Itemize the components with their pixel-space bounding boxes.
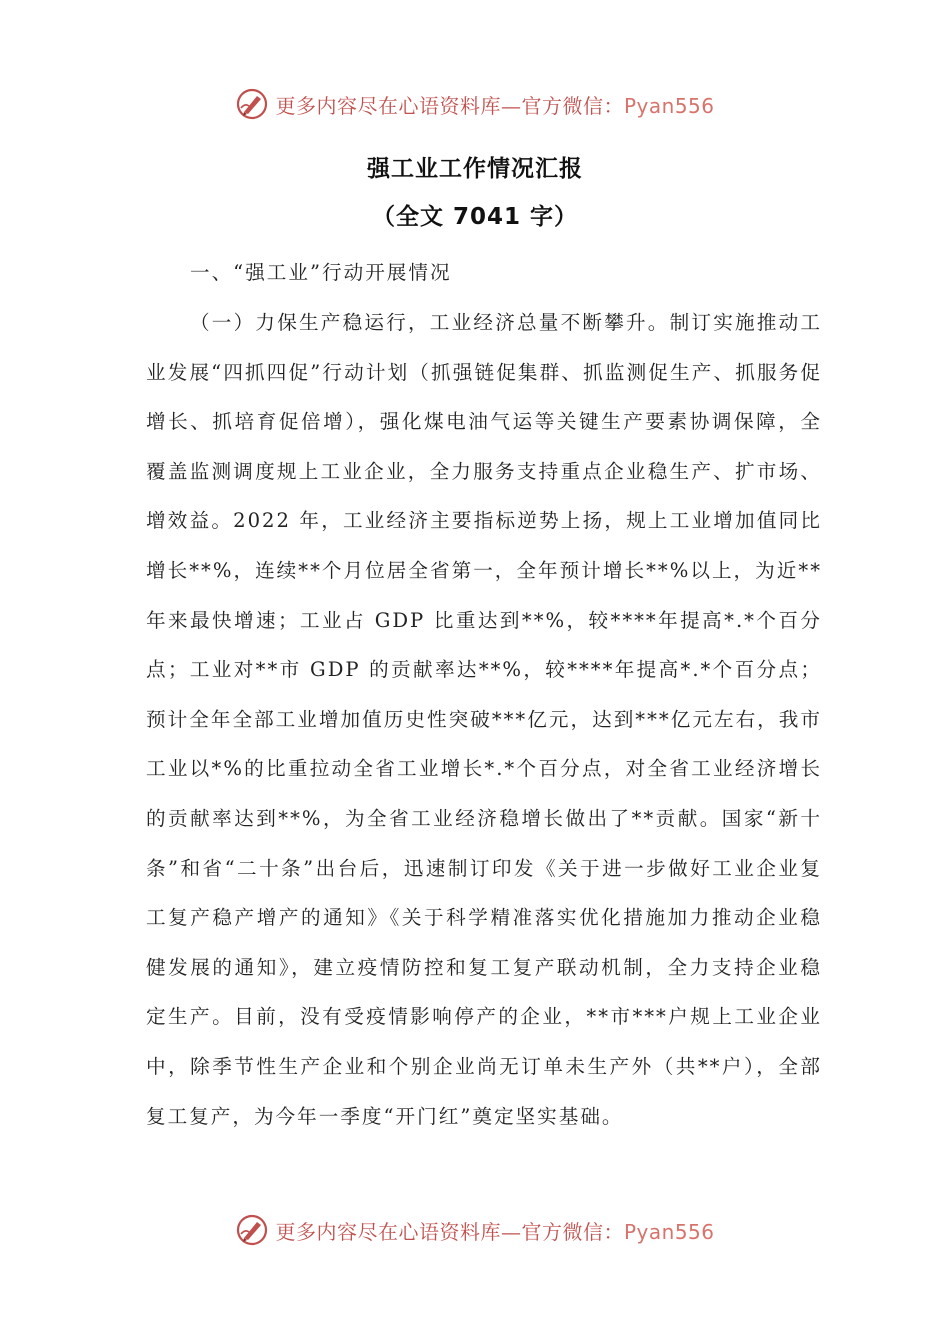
section-heading: 一、“强工业”行动开展情况	[190, 261, 452, 284]
footer-watermark-banner	[0, 1210, 950, 1250]
watermark-text: 更多内容尽在心语资料库—官方微信：Pyan556	[275, 1219, 715, 1244]
header-watermark-banner	[0, 84, 950, 124]
pen-logo-icon	[235, 1213, 269, 1247]
body-paragraph: （一）力保生产稳运行，工业经济总量不断攀升。制订实施推动工业发展“四抓四促”行动计划（抓强链促集群、抓监测促生产、抓服务促增长、抓培育促倍增），强化煤电油气运等关键生产要素协调保障，全覆盖监测调度规上工业企业，全力服务支持重点企业稳生产、扩市场、增效益。2022 年，工业经济主要指标逆势上扬，规上工业增加值同比增长**%，连续**个月位居全省第一，全年预计增长**%以上，为近**年来最快增速；工业占 GDP 比重达到**%，较****年提高*.*个百分点；工业对**市 GDP 的贡献率达**%，较****年提高*.*个百分点；预计全年全部工业增加值历史性突破***亿元，达到***亿元左右，我市工业以*%的比重拉动全省工业增长*.*个百分点，对全省工业经济增长的贡献率达到**%，为全省工业经济稳增长做出了**贡献。国家“新十条”和省“二十条”出台后，迅速制订印发《关于进一步做好工业企业复工复产稳产增产的通知》《关于科学精准落实优化措施加力推动企业稳健发展的通知》，建立疫情防控和复工复产联动机制，全力支持企业稳定生产。目前，没有受疫情影响停产的企业，**市***户规上工业企业中，除季节性生产企业和个别企业尚无订单未生产外（共**户），全部复工复产，为今年一季度“开门红”奠定坚实基础。	[146, 311, 822, 1128]
document-word-count: （全文 7041 字）	[371, 204, 579, 230]
watermark-text: 更多内容尽在心语资料库—官方微信：Pyan556	[275, 93, 715, 118]
document-title: 强工业工作情况汇报	[367, 156, 583, 182]
pen-logo-icon	[235, 87, 269, 121]
